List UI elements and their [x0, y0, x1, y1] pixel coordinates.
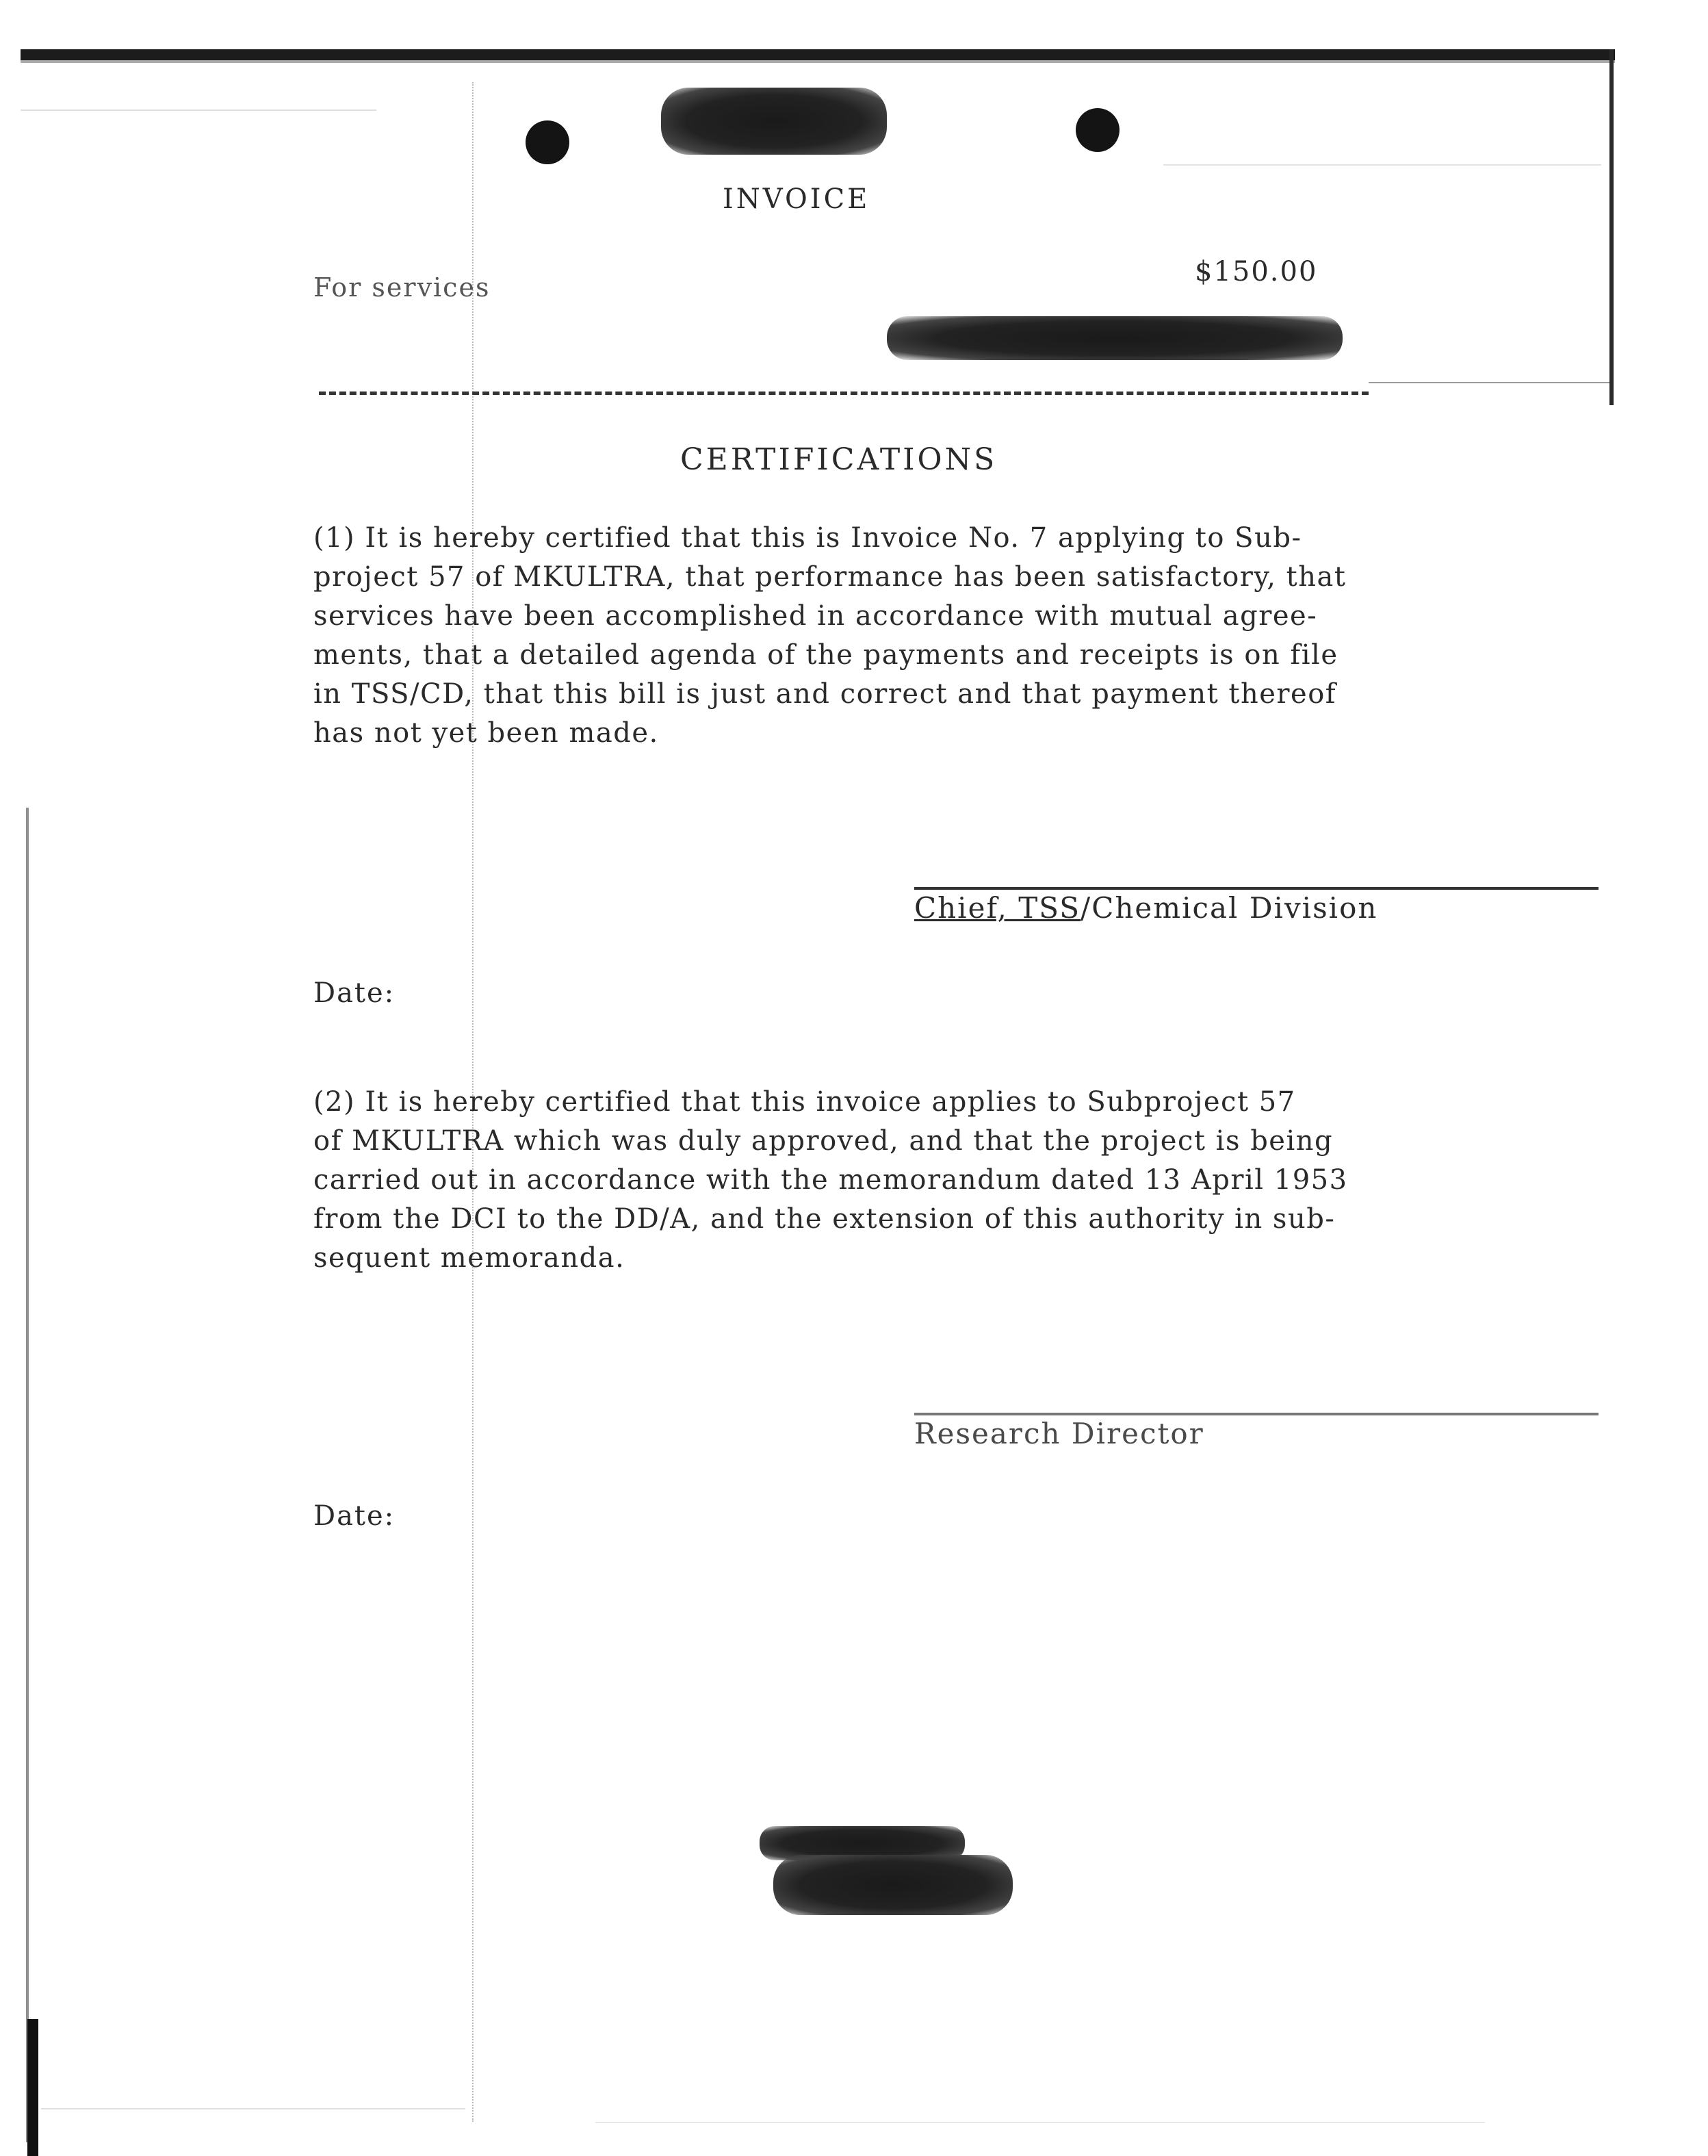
certification-2-line: of MKULTRA which was duly approved, and that the project is being	[313, 1125, 1334, 1157]
signatory-chief	[914, 891, 1377, 925]
certification-2	[313, 1083, 1490, 1278]
certification-1-line: services have been accomplished in accordance with mutual agree-	[313, 600, 1318, 632]
scan-border-top-shadow	[21, 60, 1615, 63]
signatory-director: Research Director	[914, 1417, 1204, 1450]
certification-1-line: has not yet been made.	[313, 717, 659, 749]
date-label-1: Date:	[313, 977, 396, 1009]
redaction-header	[661, 88, 887, 155]
scan-noise-line	[41, 2108, 465, 2109]
punch-hole-right	[1076, 108, 1120, 152]
scan-border-top	[21, 49, 1615, 60]
signatory-chief-division: /Chemical Division	[1081, 891, 1378, 925]
scan-border-left-bottom	[27, 2019, 38, 2156]
section-divider	[319, 392, 1369, 395]
certification-1-line: (1) It is hereby certified that this is Invoice No. 7 applying to Sub-	[313, 522, 1302, 554]
scan-noise-line	[1163, 164, 1601, 166]
certification-2-line: carried out in accordance with the memorandum dated 13 April 1953	[313, 1164, 1348, 1196]
certification-1-line: in TSS/CD, that this bill is just and correct and that payment thereof	[313, 678, 1337, 710]
date-label-2: Date:	[313, 1500, 396, 1532]
scan-border-right	[1609, 49, 1614, 405]
certification-1-line: ments, that a detailed agenda of the payments and receipts is on file	[313, 639, 1338, 671]
section-divider-extension	[1369, 382, 1609, 383]
redaction-payee	[887, 316, 1343, 360]
certification-2-line: sequent memoranda.	[313, 1242, 625, 1274]
signature-line-director	[914, 1413, 1599, 1415]
redaction-footer	[773, 1855, 1013, 1915]
certification-1	[313, 519, 1490, 753]
scan-noise-line	[595, 2122, 1485, 2123]
invoice-title: INVOICE	[723, 183, 870, 215]
certification-2-line: from the DCI to the DD/A, and the extension of this authority in sub-	[313, 1203, 1336, 1235]
certification-1-line: project 57 of MKULTRA, that performance has been satisfactory, that	[313, 561, 1347, 593]
punch-hole-left	[526, 120, 569, 164]
signatory-chief-title: Chief, TSS	[914, 891, 1081, 925]
scan-border-left	[26, 808, 29, 2142]
scan-noise-line	[21, 110, 376, 111]
invoice-amount: $150.00	[1195, 256, 1318, 287]
certification-2-line: (2) It is hereby certified that this invoice applies to Subproject 57	[313, 1086, 1296, 1118]
services-label: For services	[313, 272, 491, 303]
signature-line-chief	[914, 887, 1599, 890]
certifications-heading: CERTIFICATIONS	[680, 442, 998, 477]
